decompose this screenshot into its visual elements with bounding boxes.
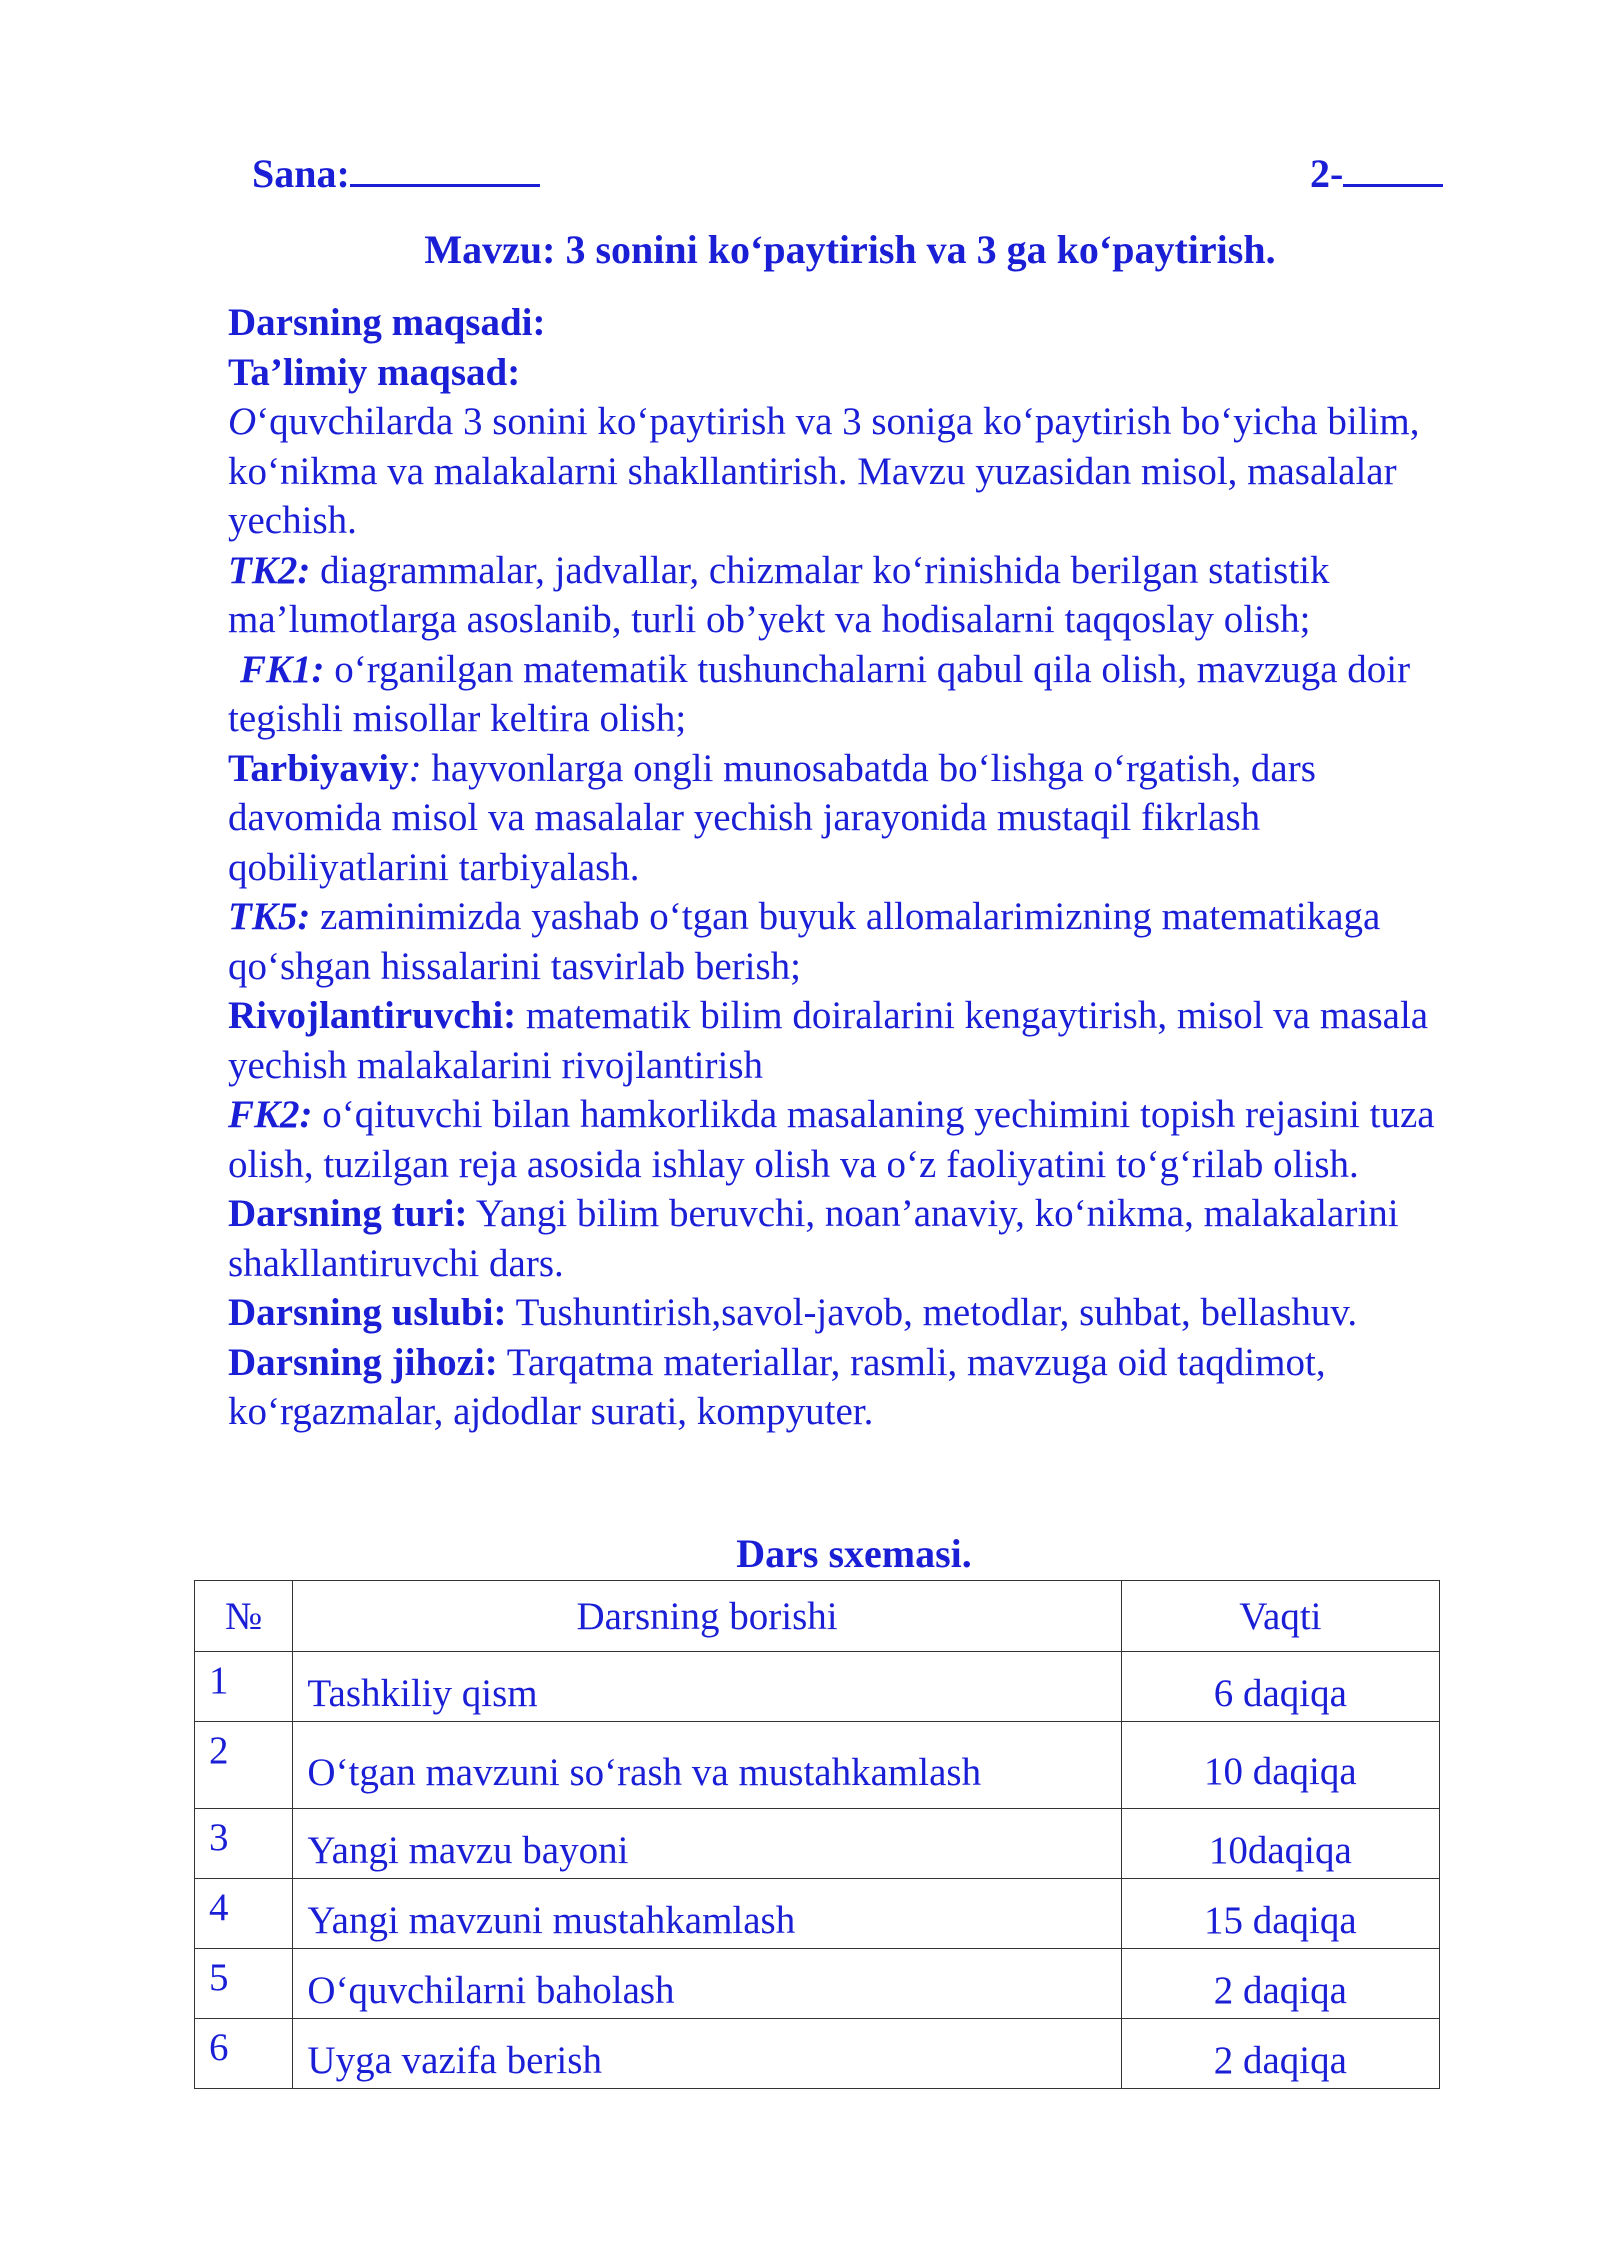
row-time: 6 daqiqa: [1121, 1652, 1439, 1722]
lesson-number-blank: [1343, 150, 1443, 187]
topic-title: Mavzu: 3 sonini ko‘paytirish va 3 ga ko‘paytirish.: [424, 227, 1276, 272]
row-activity: Yangi mavzuni mustahkamlash: [293, 1879, 1121, 1949]
lesson-type-label: Darsning turi:: [228, 1192, 468, 1235]
lesson-objectives: [228, 298, 1476, 1437]
upbringing-colon: :: [408, 746, 422, 790]
objectives-heading: Darsning maqsadi:: [228, 301, 546, 344]
row-number: 1: [195, 1652, 293, 1722]
row-number: 5: [195, 1949, 293, 2019]
lesson-method-label: Darsning uslubi:: [228, 1291, 507, 1334]
row-activity: O‘quvchilarni baholash: [293, 1949, 1121, 2019]
row-time: 2 daqiqa: [1121, 1949, 1439, 2019]
educational-goal-initial: O: [228, 400, 257, 443]
tk2-label: TK2:: [228, 548, 311, 592]
fk1-item: [228, 645, 1476, 744]
row-time: 15 daqiqa: [1121, 1879, 1439, 1949]
lesson-method: [228, 1288, 1476, 1338]
date-line: [252, 150, 540, 197]
row-number: 3: [195, 1809, 293, 1879]
row-activity: O‘tgan mavzuni so‘rash va mustahkamlash: [293, 1722, 1121, 1809]
lesson-type-text: Yangi bilim beruvchi, noan’anaviy, ko‘nikma, malakalarini shakllantiruvchi dars.: [228, 1192, 1399, 1285]
table-header-row: [195, 1581, 1440, 1652]
row-number: 6: [195, 2019, 293, 2089]
tk2-text: diagrammalar, jadvallar, chizmalar ko‘rinishida berilgan statistik ma’lumotlarga asoslanib, turli ob’yekt va hodisalarni taqqoslay olish;: [228, 548, 1330, 641]
developmental-text: matematik bilim doiralarini kengaytirish, misol va masala yechish malakalarini rivojlantirish: [228, 994, 1429, 1087]
fk2-item: [228, 1090, 1476, 1189]
row-time: 10daqiqa: [1121, 1809, 1439, 1879]
table-row: [195, 2019, 1440, 2089]
lesson-equipment-text: Tarqatma materiallar, rasmli, mavzuga oid taqdimot, ko‘rgazmalar, ajdodlar surati, kompyuter.: [228, 1340, 1326, 1433]
table-row: [195, 1809, 1440, 1879]
educational-goal-body: ‘quvchilarda 3 sonini ko‘paytirish va 3 soniga ko‘paytirish bo‘yicha bilim, ko‘nikma va malakalarni shakllantirish. Mavzu yuzasidan misol, masalalar yechish.: [228, 400, 1420, 542]
fk1-text: o‘rganilgan matematik tushunchalarni qabul qila olish, mavzuga doir tegishli misollar keltira olish;: [228, 647, 1411, 740]
table-row: [195, 1722, 1440, 1809]
lesson-scheme-title: Dars sxemasi.: [736, 1531, 972, 1576]
column-header-progress: Darsning borishi: [293, 1581, 1121, 1652]
lesson-number-label: 2-: [1310, 151, 1344, 196]
row-number: 2: [195, 1722, 293, 1809]
lesson-type: [228, 1189, 1476, 1288]
tk5-item: [228, 892, 1476, 991]
tk5-label: TK5:: [228, 895, 311, 938]
column-header-time: Vaqti: [1121, 1581, 1439, 1652]
tk5-text: zaminimizda yashab o‘tgan buyuk allomalarimizning matematikaga qo‘shgan hissalarini tasvirlab berish;: [228, 895, 1381, 988]
educational-goal-text: [228, 397, 1476, 546]
row-activity: Uyga vazifa berish: [293, 2019, 1121, 2089]
developmental-goal: [228, 991, 1476, 1090]
date-label: Sana:: [252, 151, 350, 196]
lesson-number-line: [1310, 150, 1443, 197]
table-row: [195, 1652, 1440, 1722]
column-header-number: №: [195, 1581, 293, 1652]
upbringing-goal: [228, 744, 1476, 893]
row-number: 4: [195, 1879, 293, 1949]
upbringing-label: Tarbiyaviy: [228, 746, 409, 790]
lesson-scheme-table: [194, 1580, 1440, 2089]
row-activity: Tashkiliy qism: [293, 1652, 1121, 1722]
upbringing-text: hayvonlarga ongli munosabatda bo‘lishga o‘rgatish, dars davomida misol va masalalar yechish jarayonida mustaqil fikrlash qobiliyatlarini tarbiyalash.: [228, 746, 1316, 889]
row-time: 2 daqiqa: [1121, 2019, 1439, 2089]
educational-goal-heading: Ta’limiy maqsad:: [228, 350, 521, 394]
table-row: [195, 1949, 1440, 2019]
date-blank: [350, 150, 540, 187]
fk1-label: FK1:: [240, 647, 325, 691]
lesson-equipment: [228, 1338, 1476, 1437]
fk2-label: FK2:: [228, 1093, 313, 1136]
tk2-item: [228, 546, 1476, 645]
developmental-label: Rivojlantiruvchi:: [228, 994, 517, 1037]
lesson-equipment-label: Darsning jihozi:: [228, 1340, 498, 1384]
table-row: [195, 1879, 1440, 1949]
row-time: 10 daqiqa: [1121, 1722, 1439, 1809]
row-activity: Yangi mavzu bayoni: [293, 1809, 1121, 1879]
fk2-text: o‘qituvchi bilan hamkorlikda masalaning yechimini topish rejasini tuza olish, tuzilgan reja asosida ishlay olish va o‘z faoliyatini to‘g‘rilab olish.: [228, 1093, 1435, 1186]
lesson-method-text: Tushuntirish,savol-javob, metodlar, suhbat, bellashuv.: [506, 1291, 1358, 1334]
